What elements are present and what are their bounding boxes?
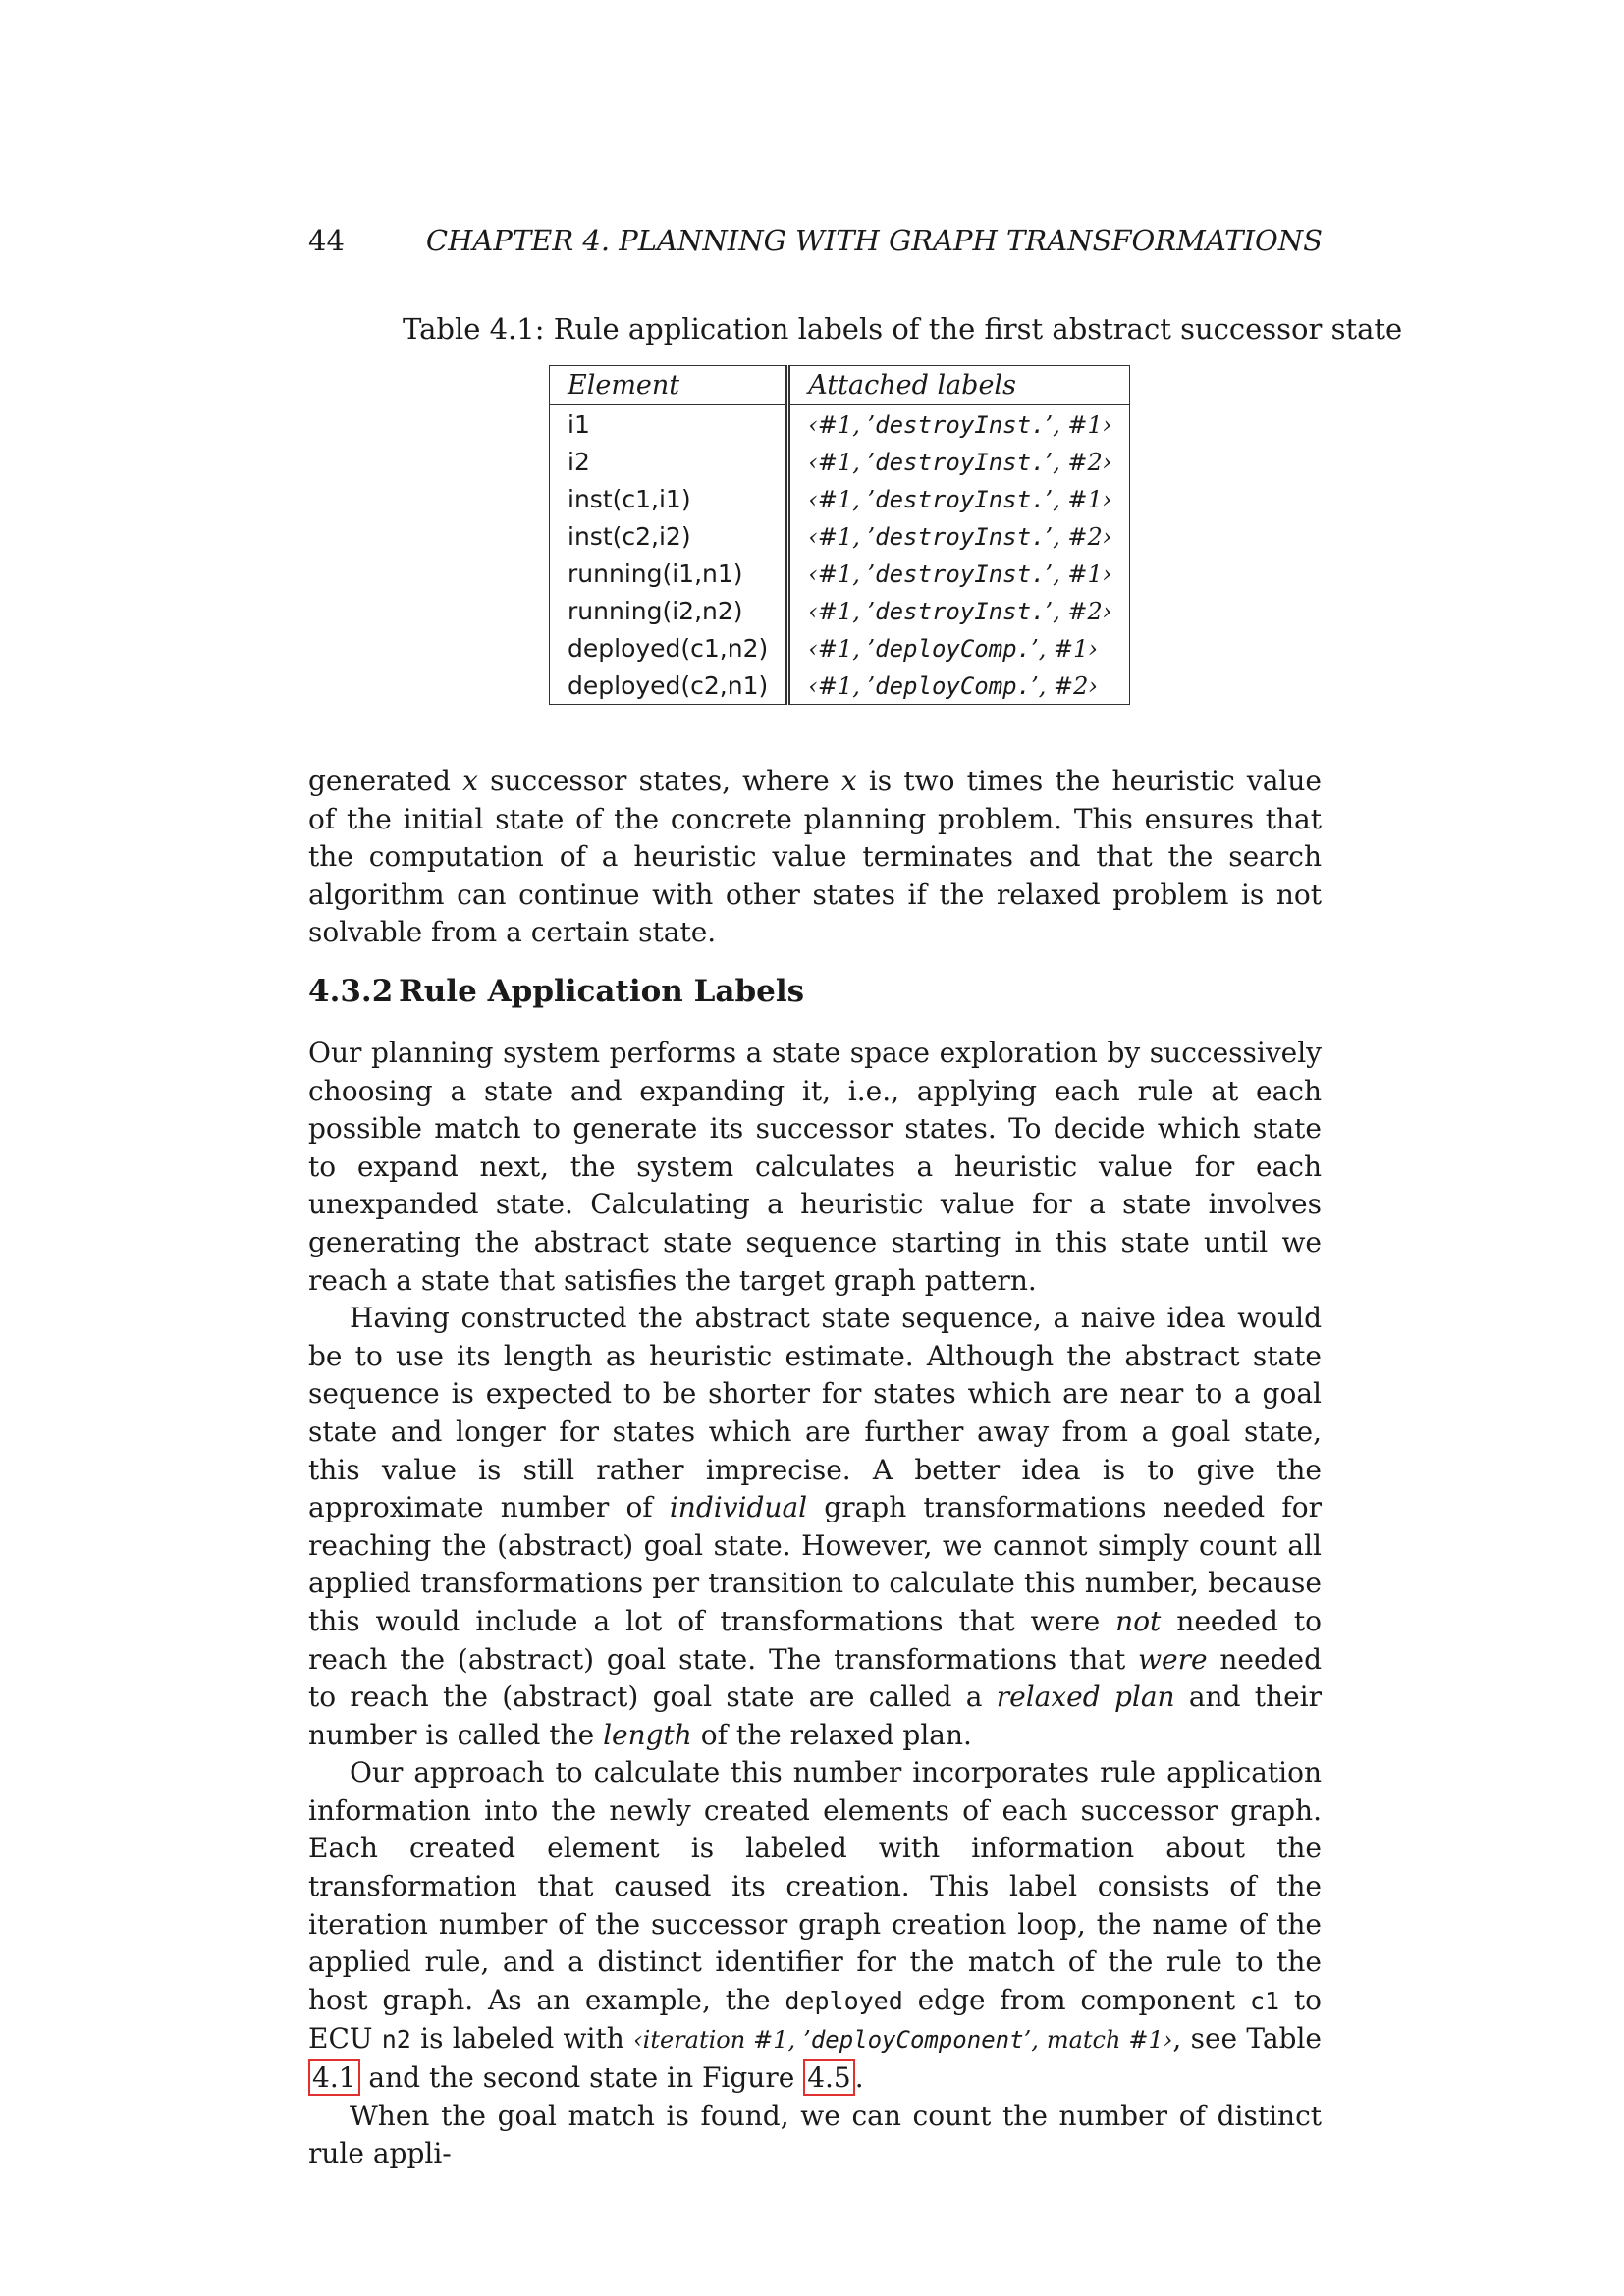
label-suffix: ’, #1›	[1045, 410, 1112, 439]
cell-element: deployed(c1,n2)	[550, 629, 788, 667]
text-span: needed to reach the (abstract) goal state. The transformations that	[308, 1604, 1322, 1676]
table-row	[550, 517, 1130, 555]
label-rule-code: destroyInst.	[875, 485, 1046, 513]
column-header-labels: Attached labels	[788, 366, 1130, 405]
label-rule-code: deployComp.	[875, 634, 1032, 663]
table-header-row	[550, 366, 1130, 405]
text-span: Our approach to calculate this number incorporates rule application information into the newly created elements of each successor graph. Each created element is labeled with information about the transformation that caused its creation. This label consists of the iteration number of the successor graph creation loop, the name of the applied rule, and a distinct identifier for the match of the rule to the host graph. As an example, the	[308, 1756, 1322, 2016]
cell-element: i2	[550, 443, 788, 480]
cell-element: deployed(c2,n1)	[550, 667, 788, 705]
paragraph: When the goal match is found, we can count the number of distinct rule appli-	[308, 2099, 1322, 2170]
text-span: successor states, where	[477, 765, 841, 797]
section-heading	[308, 974, 804, 1009]
paragraph: Our planning system performs a state space exploration by successively choosing a state and expanding it, i.e., applying each rule at each possible match to generate its successor states. To decide which state to expand next, the system calculates a heuristic value for each unexpanded state. Calculating a heuristic value for a state involves generating the abstract state sequence starting in this state until we reach a state that satisfies the target graph pattern.	[308, 1037, 1322, 1297]
table-row	[550, 592, 1130, 629]
label-prefix: ‹#1, ’	[808, 671, 876, 700]
paragraph-continuation	[308, 763, 1322, 952]
text-span: is labeled with	[410, 2022, 634, 2056]
cell-attached-label	[788, 480, 1130, 517]
cell-attached-label	[788, 405, 1130, 444]
label-suffix: ’, #1›	[1031, 634, 1098, 663]
label-suffix: ’, #2›	[1031, 671, 1098, 700]
math-variable: x	[462, 765, 478, 797]
table-row	[550, 480, 1130, 517]
label-prefix: ‹#1, ’	[808, 522, 876, 551]
page-number: 44	[308, 224, 345, 257]
cell-element: inst(c1,i1)	[550, 480, 788, 517]
table-row	[550, 629, 1130, 667]
label-rule-code: deployComp.	[875, 671, 1032, 700]
label-text: ’, match #1›	[1023, 2026, 1173, 2055]
emphasis: relaxed plan	[996, 1681, 1175, 1714]
inline-code: deployed	[785, 1986, 903, 2015]
label-prefix: ‹#1, ’	[808, 448, 876, 476]
label-rule-code: destroyInst.	[875, 597, 1046, 625]
cell-attached-label	[788, 555, 1130, 592]
text-span: to ECU	[308, 1983, 1322, 2056]
label-suffix: ’, #1›	[1045, 485, 1112, 513]
text-span: and the second state in Figure	[359, 2061, 804, 2095]
inline-code: c1	[1249, 1986, 1280, 2015]
section-body	[308, 1035, 1322, 2173]
label-rule-code: destroyInst.	[875, 560, 1046, 588]
section-number: 4.3.2	[308, 974, 394, 1009]
label-prefix: ‹#1, ’	[808, 634, 876, 663]
emphasis: length	[603, 1718, 692, 1751]
label-text: ‹iteration #1, ’	[633, 2026, 811, 2055]
emphasis: not	[1115, 1604, 1162, 1637]
rule-labels-table	[549, 365, 1130, 705]
text-span: graph transformations needed for reaching the (abstract) goal state. However, we cannot simply count all applied transformations per transition to calculate this number, because this would include a lot of transformations that were	[308, 1491, 1322, 1637]
text-span: Having constructed the abstract state sequence, a naive idea would be to use its length as heuristic estimate. Although the abstract state sequence is expected to be shorter for states which are near to a goal state and longer for states which are further away from a goal state, this value is still rather imprecise. A better idea is to give the approximate number of	[308, 1302, 1322, 1524]
cell-attached-label	[788, 667, 1130, 705]
label-rule-code: destroyInst.	[875, 410, 1046, 439]
label-rule-code: destroyInst.	[875, 448, 1046, 476]
table-row	[550, 555, 1130, 592]
label-suffix: ’, #2›	[1045, 448, 1112, 476]
cell-element: inst(c2,i2)	[550, 517, 788, 555]
column-header-element: Element	[550, 366, 788, 405]
label-suffix: ’, #2›	[1045, 597, 1112, 625]
label-prefix: ‹#1, ’	[808, 560, 876, 588]
text-span: edge from component	[902, 1983, 1250, 2016]
label-prefix: ‹#1, ’	[808, 597, 876, 625]
inline-code: n2	[381, 2025, 411, 2055]
paragraph	[308, 1754, 1322, 2097]
emphasis: individual	[669, 1491, 808, 1524]
text-span: , see Table	[1172, 2022, 1322, 2056]
text-span: .	[854, 2061, 864, 2095]
label-prefix: ‹#1, ’	[808, 485, 876, 513]
figure-reference-link[interactable]: 4.5	[803, 2059, 855, 2096]
math-variable: x	[840, 765, 857, 797]
table-caption: Table 4.1: Rule application labels of the first abstract successor state	[403, 312, 1403, 346]
table-reference-link[interactable]: 4.1	[308, 2059, 360, 2096]
label-suffix: ’, #2›	[1045, 522, 1112, 551]
label-suffix: ’, #1›	[1045, 560, 1112, 588]
cell-attached-label	[788, 517, 1130, 555]
table-row	[550, 405, 1130, 444]
table-row	[550, 667, 1130, 705]
running-head: CHAPTER 4. PLANNING WITH GRAPH TRANSFORMATIONS	[425, 224, 1323, 257]
label-rule-code: destroyInst.	[875, 522, 1046, 551]
cell-element: i1	[550, 405, 788, 444]
label-rule-code: deployComponent	[810, 2026, 1024, 2055]
cell-element: running(i2,n2)	[550, 592, 788, 629]
cell-attached-label	[788, 443, 1130, 480]
cell-attached-label	[788, 629, 1130, 667]
text-span: and their number is called the	[308, 1681, 1322, 1751]
paragraph	[308, 1300, 1322, 1754]
section-title: Rule Application Labels	[399, 974, 805, 1009]
text-span: of the relaxed plan.	[691, 1718, 972, 1751]
emphasis: were	[1138, 1642, 1208, 1676]
text-span: needed to reach the (abstract) goal state are called a	[308, 1642, 1322, 1714]
text-span: generated	[308, 765, 463, 797]
text-span: is two times the heuristic value of the initial state of the concrete planning problem. This ensures that the computation of a heuristic value terminates and that the search algorithm can continue with other states if the relaxed problem is not solvable from a certain state.	[308, 765, 1322, 949]
cell-element: running(i1,n1)	[550, 555, 788, 592]
table-body	[550, 405, 1130, 705]
label-prefix: ‹#1, ’	[808, 410, 876, 439]
cell-attached-label	[788, 592, 1130, 629]
table-row	[550, 443, 1130, 480]
